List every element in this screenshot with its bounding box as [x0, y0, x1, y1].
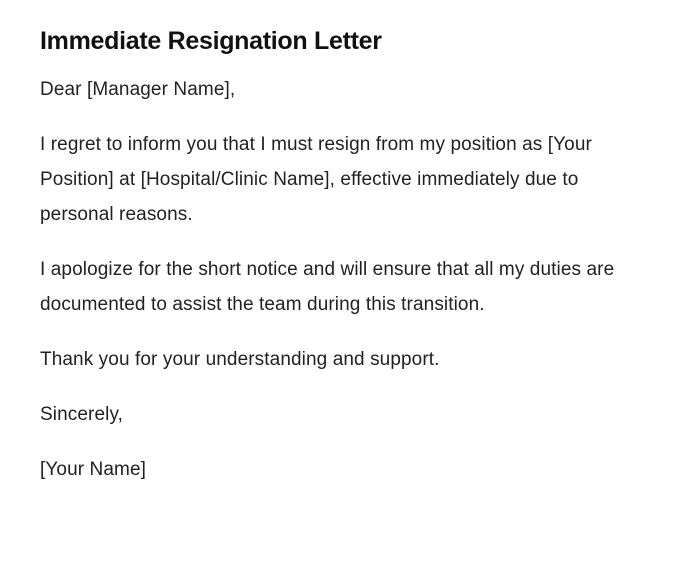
letter-closing: Sincerely,	[40, 404, 124, 425]
letter-document	[40, 24, 650, 507]
letter-title: Immediate Resignation Letter	[40, 27, 382, 55]
letter-paragraph-apology: I apologize for the short notice and will ensure that all my duties are documented to assist the team during this transition.	[40, 259, 615, 315]
letter-signature: [Your Name]	[40, 459, 147, 480]
letter-salutation: Dear [Manager Name],	[40, 79, 236, 100]
letter-paragraph-regret: I regret to inform you that I must resign from my position as [Your Position] at [Hospital/Clinic Name], effective immediately due to personal reasons.	[40, 134, 592, 225]
letter-paragraph-thanks: Thank you for your understanding and support.	[40, 349, 440, 370]
